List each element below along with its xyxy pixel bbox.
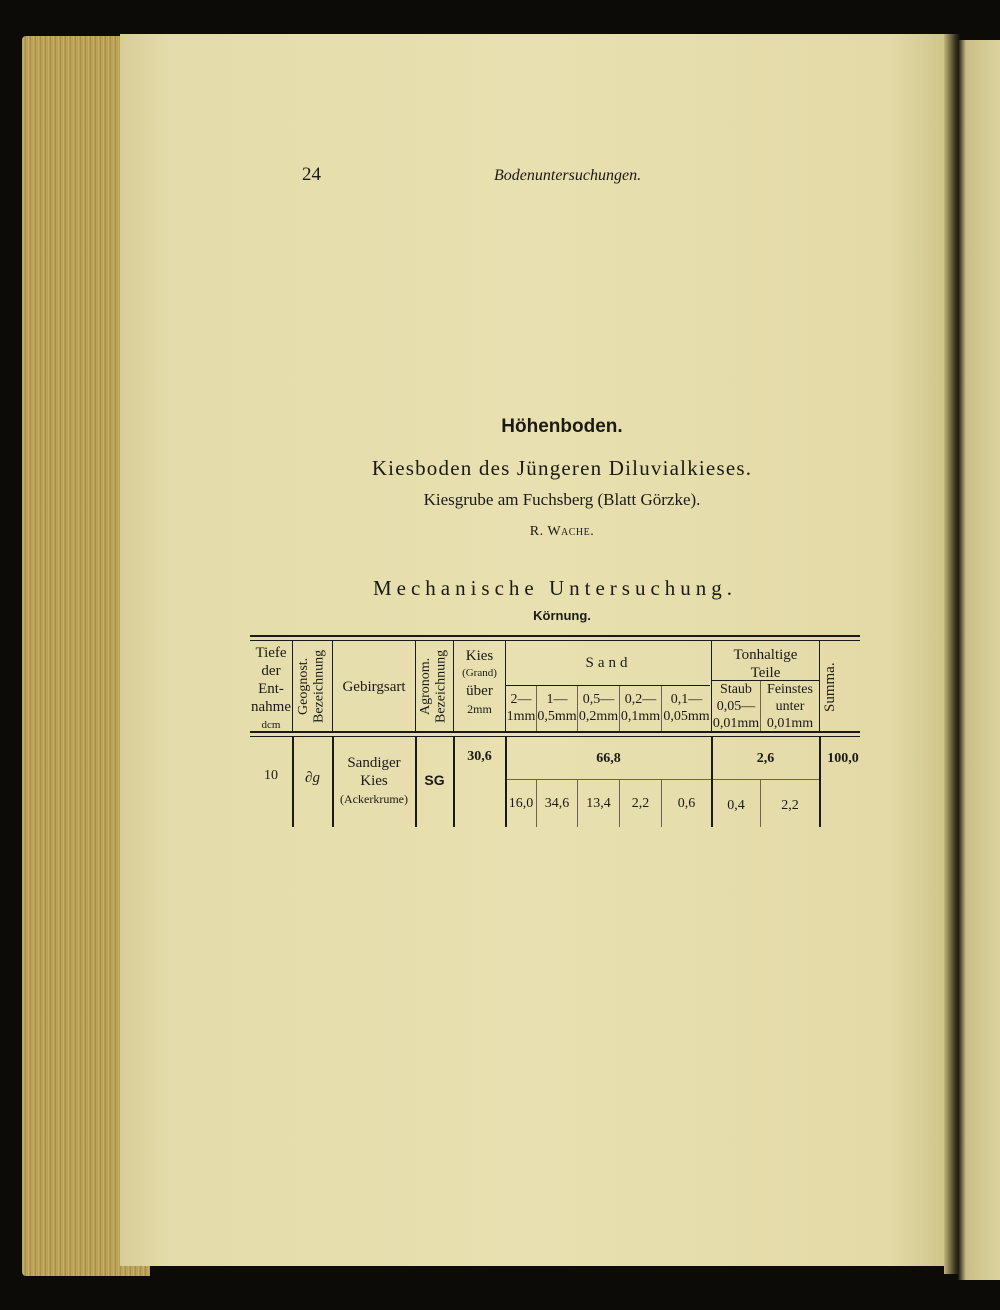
header-sand-fraction: 0,2— 0,1mm [620, 692, 661, 724]
cell-sand-fraction: 13,4 [586, 796, 611, 811]
col-rule [819, 641, 820, 731]
cell-sand-total: 66,8 [596, 751, 621, 766]
header-gebirgsart: Gebirgsart [342, 679, 406, 695]
page-number: 24 [302, 164, 321, 185]
analysis-title: Mechanische Untersuchung. [372, 576, 738, 600]
header-feinstes: Feinstes unter 0,01mm [766, 682, 814, 731]
soil-title: Kiesboden des Jüngeren Diluvialkieses. [371, 456, 753, 480]
header-tiefe: Tiefe der Ent- nahme dcm [251, 645, 291, 731]
cell-sand-fraction: 2,2 [631, 796, 650, 811]
table-top-rule-2 [250, 640, 860, 641]
analysis-subtitle: Körnung. [533, 608, 591, 623]
cell-ton-total: 2,6 [756, 751, 775, 766]
cell-tiefe: 10 [264, 768, 278, 783]
cell-staub: 0,4 [727, 798, 745, 813]
cell-sand-fraction: 34,6 [544, 796, 570, 811]
cell-kies: 30,6 [467, 749, 492, 764]
cell-gebirgsart: Sandiger Kies (Ackerkrume) [340, 755, 408, 806]
cell-geognost: ∂g [305, 770, 320, 786]
cell-sand-fraction: 0,6 [677, 796, 696, 811]
header-sand-fraction: 0,1— 0,05mm [663, 692, 710, 724]
header-staub: Staub 0,05— 0,01mm [712, 682, 760, 731]
header-sand: Sand [585, 655, 632, 671]
header-summa: Summa. [822, 662, 838, 712]
header-sand-fraction: 2— 1mm [506, 692, 536, 724]
col-rule [292, 641, 293, 731]
header-sand-fraction: 1— 0,5mm [537, 692, 577, 724]
header-agronom: Agronom. Bezeichnung [418, 649, 449, 723]
section-title: Höhenboden. [501, 416, 623, 437]
subtotal-rule [505, 779, 819, 780]
table-top-rule [250, 635, 860, 637]
author: R. Wache. [529, 524, 595, 539]
header-sand-fraction: 0,5— 0,2mm [578, 692, 619, 724]
running-title: Bodenuntersuchungen. [494, 167, 642, 184]
cell-feinstes: 2,2 [781, 798, 799, 813]
header-kies: Kies (Grand) über 2mm [462, 648, 497, 717]
cell-summa: 100,0 [827, 751, 859, 766]
cell-agronom: SG [424, 772, 445, 788]
cell-sand-fraction: 16,0 [508, 796, 534, 811]
header-bottom-rule-2 [250, 736, 860, 737]
header-geognost: Geognost. Bezeichnung [296, 649, 327, 723]
col-rule [415, 641, 416, 731]
location-title: Kiesgrube am Fuchsberg (Blatt Görzke). [423, 490, 701, 509]
header-tonhaltige: Tonhaltige Teile [733, 647, 798, 681]
